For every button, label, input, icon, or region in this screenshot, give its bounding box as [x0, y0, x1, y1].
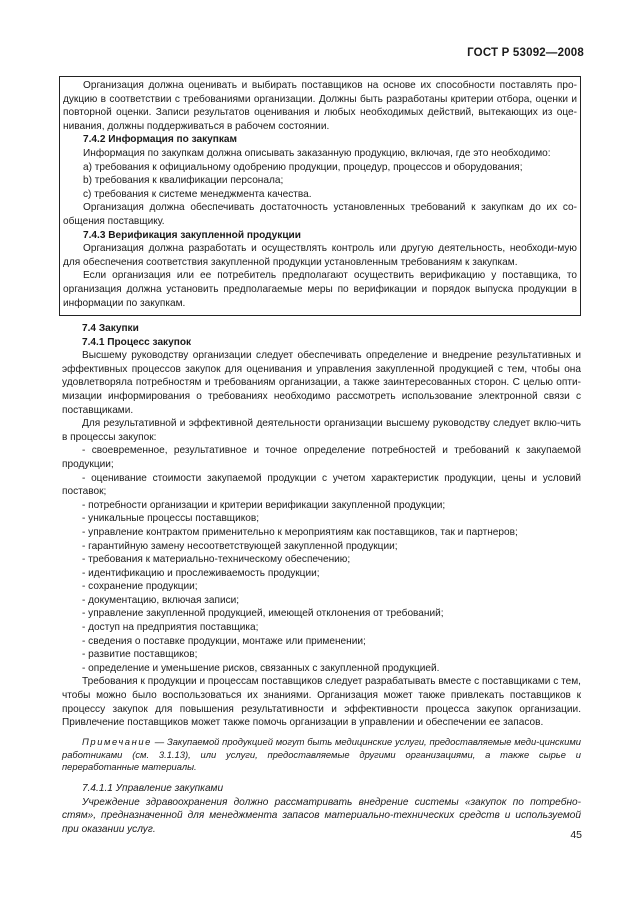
main-paragraph: - уникальные процессы поставщиков; [82, 513, 260, 525]
box-paragraph: b) требования к квалификации персонала; [83, 175, 284, 187]
standard-code-header: ГОСТ Р 53092—2008 [467, 47, 584, 59]
main-paragraph: Требования к продукции и процессам поставщиков следует разрабатывать вместе с поставщиками с тем, чтобы можно было воспользоваться их знаниями. Организация может также привлекать поставщиков к процессу закупок для повышения результативности и эффективности процесса закупок организации. Привлечение поставщиков может также помочь организации в управлении и обеспечении ее запасов. [62, 676, 581, 729]
main-paragraph: 7.4 Закупки [82, 323, 139, 334]
box-paragraph: Если организация или ее потребитель предполагают осуществить верификацию у поставщика, то организация должна установить предполагаемые меры по верификации и порядок выпуска продукции в информации по закупкам. [63, 270, 577, 309]
box-paragraph: Организация должна разработать и осуществлять контроль или другую деятельность, необходи-мую для обеспечения соответствия закупленной продукции установленным требованиям к закупкам. [63, 243, 577, 268]
box-paragraph: Организация должна обеспечивать достаточность установленных требований к закупкам до их со-общения поставщику. [63, 202, 577, 227]
main-paragraph: - документацию, включая записи; [82, 594, 240, 606]
page-number: 45 [570, 829, 582, 841]
main-paragraph: - сохранение продукции; [82, 581, 198, 593]
main-paragraph: Высшему руководству организации следует обеспечивать определение и внедрение результативных и эффективных процессов закупок для оценивания и управления закупленной продукцией с тем, чтобы она удовлетворяла потребностям и требованиям организации, а также заинтересованных сторон. С целью опти-мизации информирования о требованиях необходимо рассмотреть использование электронной связи с поставщиками. [62, 350, 581, 416]
note-paragraph [62, 736, 581, 774]
box-paragraph: 7.4.2 Информация по закупкам [83, 134, 238, 146]
box-paragraph: Организация должна оценивать и выбирать поставщиков на основе их способности поставлять про-дукцию в соответствии с требованиями организации. Должны быть разработаны критерии отбора, оценки и повторной оценки. Записи результатов оценивания и любых необходимых действий, вытекающих из оце-нивания, должны поддерживаться в рабочем состоянии. [63, 80, 577, 132]
main-paragraph: - развитие поставщиков; [82, 649, 198, 661]
main-paragraph: - гарантийную замену несоответствующей закупленной продукции; [82, 540, 398, 552]
box-paragraph: 7.4.3 Верификация закупленной продукции [83, 229, 301, 241]
note-text: — Закупаемой продукцией могут быть медицинские услуги, предоставляемые меди-цинскими работниками (см. 3.1.13), или услуги, предоставляемые другими организациями, а также сырье и переработанные материалы. [62, 735, 581, 773]
main-paragraph: - оценивание стоимости закупаемой продукции с учетом характеристик продукции, цены и условий поставок; [62, 472, 581, 498]
main-paragraph: Для результативной и эффективной деятельности организации высшему руководству следует вклю-чить в процессы закупок: [62, 418, 581, 443]
main-paragraph: - требования к материально-техническому обеспечению; [82, 554, 351, 566]
iso-quote-box [59, 76, 581, 316]
main-paragraph: - определение и уменьшение рисков, связанных с закупленной продукцией. [82, 662, 440, 674]
sub-paragraph: 7.4.1.1 Управление закупками [82, 783, 224, 795]
note-label: Примечание [82, 735, 152, 747]
main-paragraph: - идентификацию и прослеживаемость продукции; [82, 567, 320, 579]
main-paragraph: - доступ на предприятия поставщика; [82, 622, 259, 634]
sub-paragraph: Учреждение здравоохранения должно рассматривать внедрение системы «закупок по потребно-стям», предназначенной для менеджмента запасов материально-технических средств и используемой при оказании услуг. [62, 796, 581, 835]
main-paragraph: 7.4.1 Процесс закупок [82, 336, 192, 348]
box-paragraph: а) требования к официальному одобрению продукции, процедур, процессов и оборудования; [83, 161, 523, 173]
main-paragraph: - управление контрактом применительно к мероприятиям как поставщиков, так и партнеров; [82, 526, 518, 538]
main-paragraph: - сведения о поставке продукции, монтаже или применении; [82, 635, 366, 647]
main-text [62, 322, 581, 837]
box-paragraph: c) требования к системе менеджмента качества. [83, 188, 312, 200]
main-paragraph: - потребности организации и критерии верификации закупленной продукции; [82, 499, 446, 511]
box-paragraph: Информация по закупкам должна описывать заказанную продукцию, включая, где это необходимо: [83, 147, 551, 159]
main-paragraph: - управление закупленной продукцией, имеющей отклонения от требований; [82, 608, 444, 620]
main-paragraph: - своевременное, результативное и точное определение потребностей и требований к закупаемой продукции; [62, 445, 581, 470]
box-text [63, 79, 577, 310]
